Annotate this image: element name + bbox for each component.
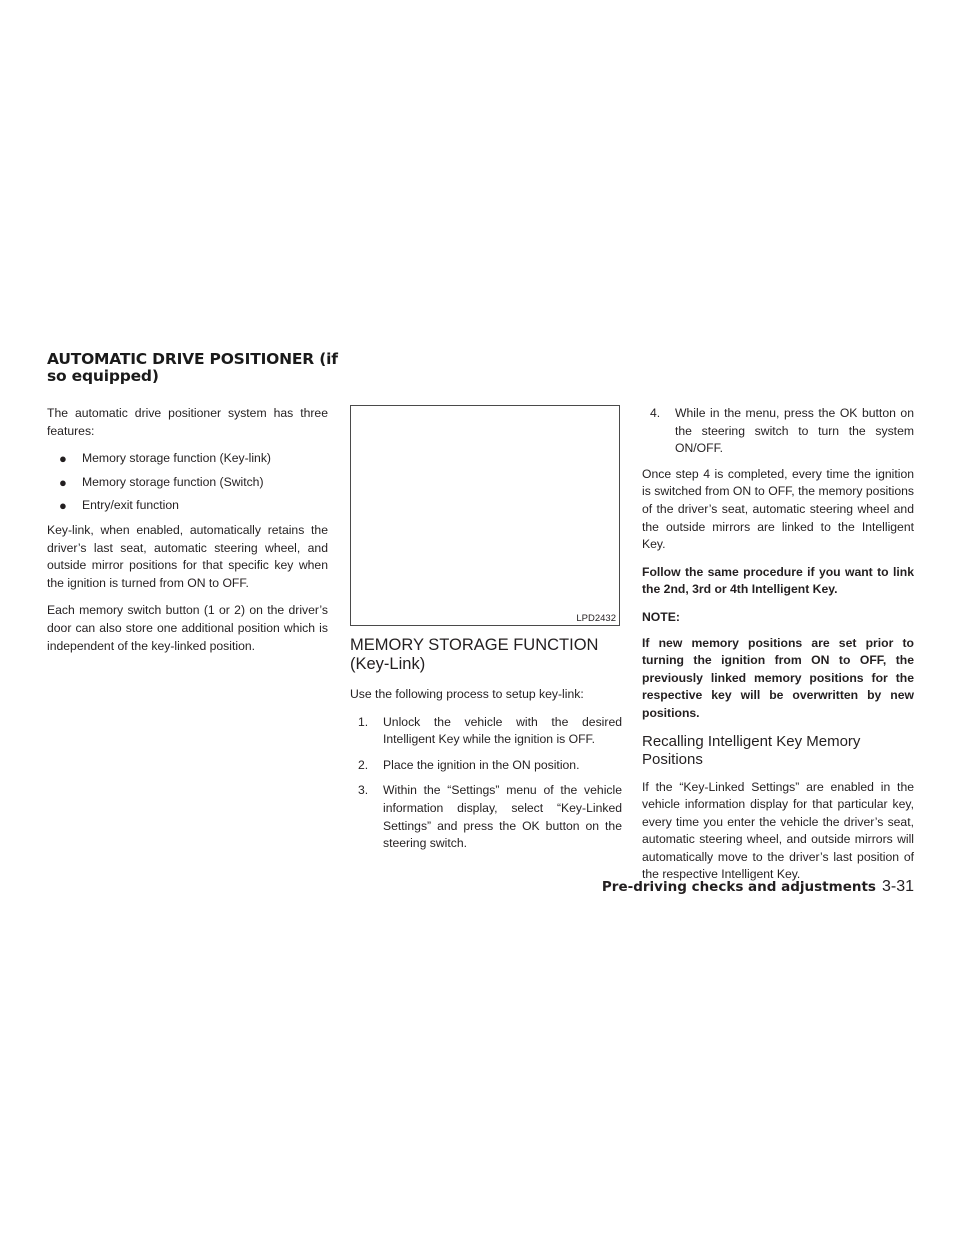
setup-intro: Use the following process to setup key-link: [350,687,584,701]
step-number: 3. [358,783,369,798]
feature-text: Memory storage function (Switch) [82,474,264,489]
key-link-paragraph: Key-link, when enabled, automatically retains the driver’s last seat, automatic steering wheel, and outside mirror positions for that specific key when the ignition is turned from ON to OFF. [47,522,328,590]
figure-id: LPD2432 [576,613,616,624]
column-left [47,405,328,665]
step-number: 1. [358,714,369,729]
footer-section-title: Pre-driving checks and adjustments [601,879,876,895]
section-title: AUTOMATIC DRIVE POSITIONER (if so equipped) [47,350,338,385]
illustration-frame [350,405,620,626]
memory-storage-heading: MEMORY STORAGE FUNCTION (Key-Link) [350,636,599,673]
step-text: While in the menu, press the OK button on the steering switch to turn the system ON/OFF. [675,406,914,456]
completion-paragraph: Once step 4 is completed, every time the ignition is switched from ON to OFF, the memory positions of the driver’s seat, automatic steering wheel and the outside mirrors are linked to the Intelligent Key. [642,466,914,552]
feature-text: Entry/exit function [82,498,179,513]
note-text: If new memory positions are set prior to turning the ignition from ON to OFF, the previously linked memory positions for the respective key will be overwritten by new positions. [642,635,914,720]
bullet-icon: ● [59,498,67,514]
feature-text: Memory storage function (Key-link) [82,451,271,466]
list-item [350,714,622,749]
recalling-paragraph: If the “Key-Linked Settings” are enabled in the vehicle information display for that particular key, every time you enter the vehicle the driver’s seat, automatic steering wheel, and outside mirrors will automatically move to the driver’s last position of the respective Intelligent Key. [642,779,914,882]
same-procedure-paragraph: Follow the same procedure if you want to link the 2nd, 3rd or 4th Intelligent Key. [642,564,914,597]
list-item [642,405,914,458]
note-label: NOTE: [642,609,680,624]
intro-paragraph: The automatic drive positioner system has three features: [47,406,328,438]
list-item [47,450,328,468]
page-number: 3-31 [881,878,914,895]
column-right [642,405,914,894]
step-text: Within the “Settings” menu of the vehicle information display, select “Key-Linked Settings” and press the OK button on the steering switch. [383,783,622,851]
step-number: 4. [650,406,661,420]
list-item [47,497,328,515]
bullet-icon: ● [59,451,67,467]
setup-steps [350,714,622,853]
setup-steps-continued [642,405,914,458]
step-number: 2. [358,757,369,772]
step-text: Place the ignition in the ON position. [383,757,580,772]
step-text: Unlock the vehicle with the desired Intelligent Key while the ignition is OFF. [383,714,622,747]
recalling-subheading: Recalling Intelligent Key Memory Positions [642,732,861,768]
list-item [350,757,622,775]
page-footer [602,878,914,896]
bullet-icon: ● [59,474,67,490]
list-item [350,782,622,852]
list-item [47,474,328,492]
column-middle [350,405,622,861]
memory-switch-paragraph: Each memory switch button (1 or 2) on the driver’s door can also store one additional position which is independent of the key-linked position. [47,603,328,653]
feature-list [47,450,328,515]
